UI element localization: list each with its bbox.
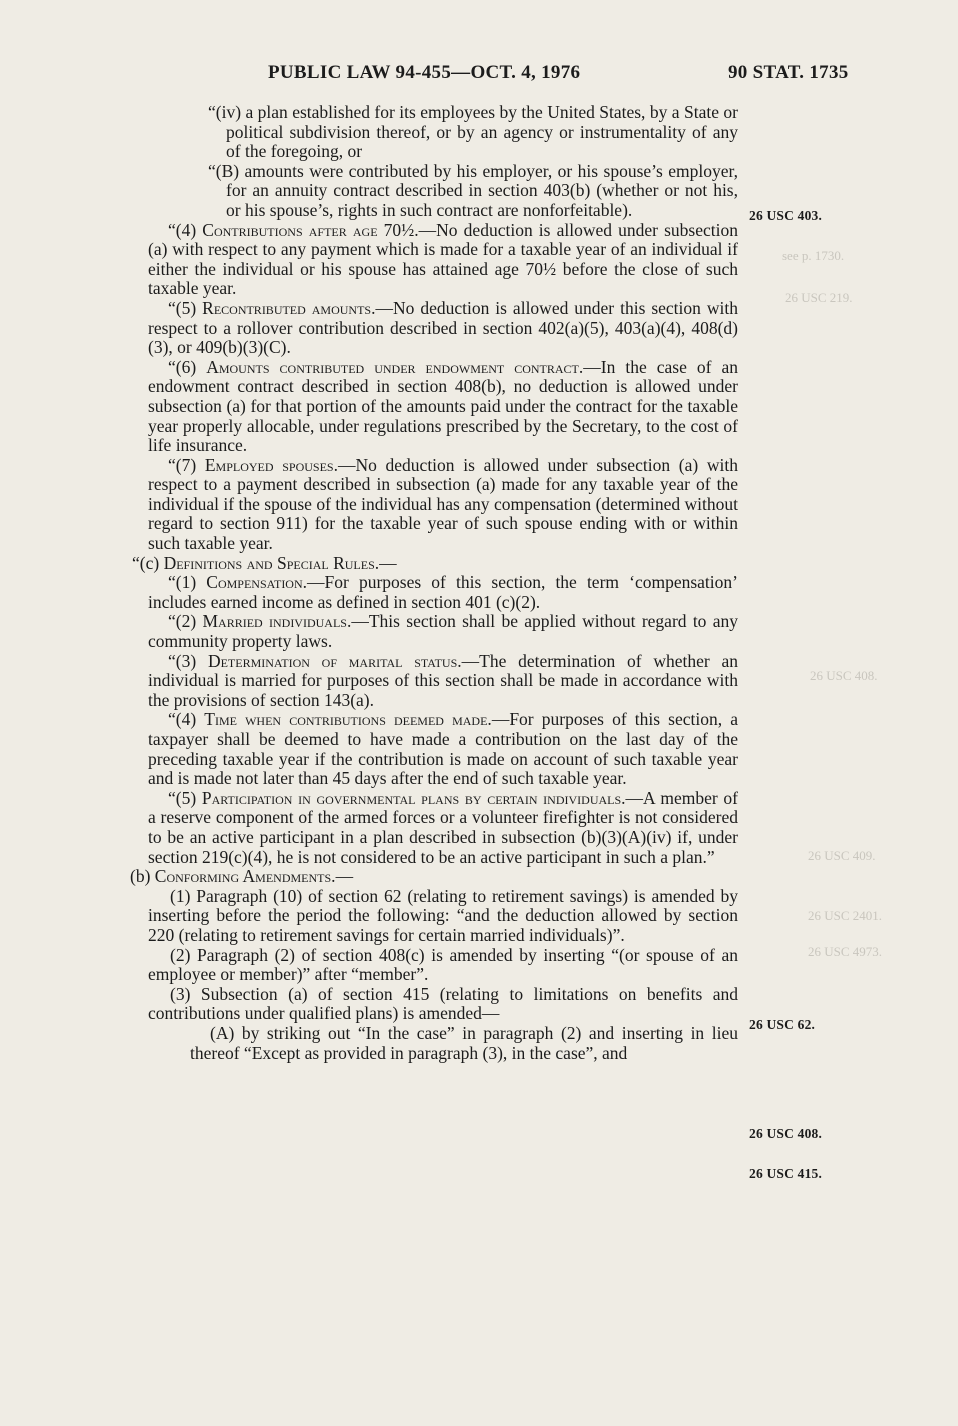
paragraph-c2-heading: Married individuals. xyxy=(202,611,352,632)
paragraph-6-heading: Amounts contributed under endowment contract. xyxy=(206,356,584,377)
running-header-page: 90 STAT. 1735 xyxy=(728,62,849,83)
ghost-note: 26 USC 2401. xyxy=(808,908,883,923)
paragraph-c2-body: This section shall be applied without regard to any community property laws. xyxy=(148,611,738,652)
margin-note-26-usc-415: 26 USC 415. xyxy=(749,1166,823,1181)
running-header-title: PUBLIC LAW 94-455—OCT. 4, 1976 xyxy=(268,62,581,83)
paragraph-c3-body: The determination of whether an individual is married for purposes of this section shall be made in accordance with the provisions of section 143(a). xyxy=(148,650,738,710)
clause-iv: “(iv) a plan established for its employees by the United States, by a State or political subdivision thereof, or by an agency or instrumentality of any of the foregoing, or xyxy=(208,102,738,162)
paragraph-4-body: No deduction is allowed under subsection (a) with respect to any payment which is made for a taxable year of an individual if either the individual or his spouse has attained age 70½ before the close of such taxable year. xyxy=(148,219,738,299)
paragraph-c5-heading: Participation in governmental plans by certain individuals. xyxy=(201,787,626,808)
paragraph-5: “(5) Recontributed amounts.—No deduction is allowed under this section with respect to a rollover contribution described in section 402(a)(5), 403(a)(4), 408(d)(3), or 409(b)(3)(C). xyxy=(148,297,738,358)
paragraph-c1-heading: Compensation. xyxy=(206,572,308,593)
subsection-b-heading: (b) Conforming Amendments.— xyxy=(130,866,354,887)
statute-text xyxy=(130,102,738,1063)
paragraph-c5-body: A member of a reserve component of the armed forces or a volunteer firefighter is not considered to be an active participant in a plan described in subsection (b)(3)(A)(iv) if, under section 219(c)(4), he is not considered to be an active participant in such a plan.” xyxy=(148,787,738,867)
paragraph-7-body: No deduction is allowed under subsection (a) with respect to a payment described in subsection (a) made for any taxable year of the individual if the spouse of the individual has any compensation (determined without regard to section 911) for the taxable year of such spouse ending with or within such taxable year. xyxy=(148,454,738,554)
subsection-c-heading: “(c) Definitions and Special Rules.— xyxy=(132,552,397,573)
ghost-note: 26 USC 219. xyxy=(785,290,853,305)
margin-note-26-usc-403: 26 USC 403. xyxy=(749,208,823,223)
ghost-note: 26 USC 4973. xyxy=(808,944,883,959)
paragraph-6: “(6) Amounts contributed under endowment contract.—In the case of an endowment contract described in section 408(b), no deduction is allowed under subsection (a) for that portion of the amounts paid under the contract for the taxable year properly allocable, under regulations prescribed by the Secretary, to the cost of life insurance. xyxy=(148,356,738,456)
paragraph-5-body: No deduction is allowed under this section with respect to a rollover contribution described in section 402(a)(5), 403(a)(4), 408(d)(3), or 409(b)(3)(C). xyxy=(148,297,738,358)
ghost-note: 26 USC 409. xyxy=(808,848,876,863)
amendment-1: (1) Paragraph (10) of section 62 (relating to retirement savings) is amended by inserting before the period the following: “and the deduction allowed by section 220 (relating to retirement savings for certain married individuals)”. xyxy=(148,885,738,945)
ghost-note: see p. 1730. xyxy=(782,248,845,263)
paragraph-c1-body: For purposes of this section, the term ‘compensation’ includes earned income as defined in section 401 (c)(2). xyxy=(148,572,738,612)
margin-note-26-usc-62: 26 USC 62. xyxy=(749,1017,816,1032)
amendment-3: (3) Subsection (a) of section 415 (relating to limitations on benefits and contributions under qualified plans) is amended— xyxy=(148,983,738,1024)
paragraph-7: “(7) Employed spouses.—No deduction is allowed under subsection (a) with respect to a payment described in subsection (a) made for any taxable year of the individual if the spouse of the individual has any compensation (determined without regard to section 911) for the taxable year of such spouse ending with or within such taxable year. xyxy=(148,454,738,554)
amendment-2: (2) Paragraph (2) of section 408(c) is amended by inserting “(or spouse of an employee or member)” after “member”. xyxy=(148,944,738,985)
paragraph-c4-body: For purposes of this section, a taxpayer shall be deemed to have made a contribution on the last day of the preceding taxable year if the contribution is made on account of such taxable year and is made not later than 45 days after the end of such taxable year. xyxy=(148,709,738,789)
paragraph-6-body: In the case of an endowment contract described in section 408(b), no deduction is allowed under subsection (a) for that portion of the amounts paid under the contract for the taxable year properly allocable, under regulations prescribed by the Secretary, to the cost of life insurance. xyxy=(148,356,738,456)
paragraph-c5: “(5) Participation in governmental plans by certain individuals.—A member of a reserve component of the armed forces or a volunteer firefighter is not considered to be an active participant in a plan described in subsection (b)(3)(A)(iv) if, under section 219(c)(4), he is not considered to be an active participant in such a plan.” xyxy=(148,787,738,867)
paragraph-c3: “(3) Determination of marital status.—The determination of whether an individual is married for purposes of this section shall be made in accordance with the provisions of section 143(a). xyxy=(148,650,738,710)
paragraph-c2: “(2) Married individuals.—This section shall be applied without regard to any community property laws. xyxy=(148,611,738,652)
paragraph-c4-heading: Time when contributions deemed made. xyxy=(204,709,492,730)
paragraph-4: “(4) Contributions after age 70½.—No deduction is allowed under subsection (a) with respect to any payment which is made for a taxable year of an individual if either the individual or his spouse has attained age 70½ before the close of such taxable year. xyxy=(148,219,738,299)
subparagraph-b: “(B) amounts were contributed by his employer, or his spouse’s employer, for an annuity contract described in section 403(b) (whether or not his, or his spouse’s, rights in such contract are nonforfeitable). xyxy=(208,160,738,220)
paragraph-5-heading: Recontributed amounts. xyxy=(202,297,376,318)
margin-note-26-usc-408: 26 USC 408. xyxy=(749,1126,823,1141)
paragraph-c4: “(4) Time when contributions deemed made.—For purposes of this section, a taxpayer shall be deemed to have made a contribution on the last day of the preceding taxable year if the contribution is made on account of such taxable year and is made not later than 45 days after the end of such taxable year. xyxy=(148,709,738,789)
paragraph-4-heading: Contributions after age 70½. xyxy=(202,219,419,240)
paragraph-c1: “(1) Compensation.—For purposes of this section, the term ‘compensation’ includes earned income as defined in section 401 (c)(2). xyxy=(148,572,738,612)
amendment-3-a: (A) by striking out “In the case” in paragraph (2) and inserting in lieu thereof “Except as provided in paragraph (3), in the case”, and xyxy=(190,1022,738,1063)
paragraph-c3-heading: Determination of marital status. xyxy=(207,650,462,671)
paragraph-7-heading: Employed spouses. xyxy=(204,454,338,475)
ghost-note: 26 USC 408. xyxy=(810,668,878,683)
